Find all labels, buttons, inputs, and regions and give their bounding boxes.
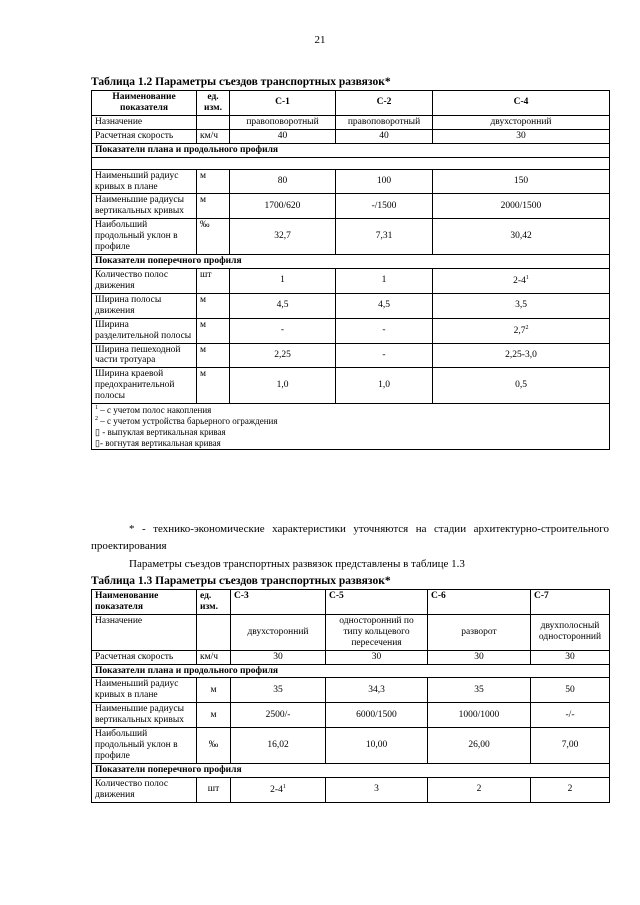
table-row: Расчетная скорость км/ч 40 40 30 bbox=[92, 129, 610, 143]
table-row: Наименьший радиус кривых в плане м 80 100 150 bbox=[92, 169, 610, 194]
header-cell: Наименование показателя bbox=[92, 590, 197, 615]
table-row: Назначение двухсторонний односторонний по типу кольцевого пересечения разворот двухполосный односторонний bbox=[92, 614, 610, 650]
table-row: Наименьшие радиусы вертикальных кривых м 1700/620 -/1500 2000/1500 bbox=[92, 194, 610, 219]
table-row: Ширина краевой предохранительной полосы м 1,0 1,0 0,5 bbox=[92, 368, 610, 404]
note-2: $^2$ – с учетом устройства барьерного ограждения bbox=[95, 415, 278, 426]
table-1-2-caption: Таблица 1.2 Параметры съездов транспортных развязок* bbox=[91, 76, 391, 88]
note-1: $^1$ – с учетом полос накопления bbox=[95, 405, 212, 416]
intro-paragraph: Параметры съездов транспортных развязок представлены в таблице 1.3 bbox=[129, 558, 465, 570]
table-row: Расчетная скорость км/ч 30 30 30 30 bbox=[92, 650, 610, 664]
header-cell: С-3 bbox=[231, 590, 326, 615]
table-header-row bbox=[92, 91, 610, 116]
table-row: Наибольший продольный уклон в профиле ‰ 32,7 7,31 30,42 bbox=[92, 219, 610, 255]
header-cell: С-4 bbox=[433, 91, 610, 116]
table-row: Количество полос движения шт 1 1 $2-4^1$ bbox=[92, 268, 610, 293]
table-1-2 bbox=[91, 90, 610, 450]
header-cell: Наименование показателя bbox=[92, 91, 197, 116]
table-row: Ширина пешеходной части тротуара м 2,25 - 2,25-3,0 bbox=[92, 343, 610, 368]
header-cell: С-7 bbox=[531, 590, 610, 615]
page-number: 21 bbox=[314, 34, 326, 46]
section-row: Показатели плана и продольного профиля bbox=[92, 664, 610, 678]
table-row: Наибольший продольный уклон в профиле ‰ 16,02 10,00 26,00 7,00 bbox=[92, 728, 610, 764]
section-row: Показатели поперечного профиля bbox=[92, 255, 610, 269]
section-row: Показатели плана и продольного профиля bbox=[92, 143, 610, 157]
header-cell: С-6 bbox=[428, 590, 531, 615]
table-row: Ширина полосы движения м 4,5 4,5 3,5 bbox=[92, 293, 610, 318]
header-cell: С-1 bbox=[230, 91, 336, 116]
table-row: Наименьший радиус кривых в плане м 35 34,3 35 50 bbox=[92, 678, 610, 703]
note-3: ▯ - выпуклая вертикальная кривая bbox=[95, 426, 226, 437]
table-1-3-caption: Таблица 1.3 Параметры съездов транспортных развязок* bbox=[91, 575, 391, 587]
header-cell: С-2 bbox=[336, 91, 433, 116]
table-row: Наименьшие радиусы вертикальных кривых м 2500/- 6000/1500 1000/1000 -/- bbox=[92, 703, 610, 728]
header-cell: С-5 bbox=[326, 590, 428, 615]
header-cell: ед. изм. bbox=[197, 590, 231, 615]
table-1-3 bbox=[91, 589, 610, 803]
section-row: Показатели поперечного профиля bbox=[92, 763, 610, 777]
header-cell: ед. изм. bbox=[197, 91, 230, 116]
table-notes-row bbox=[92, 404, 610, 450]
blank-row bbox=[92, 157, 610, 169]
note-4: ▯- вогнутая вертикальная кривая bbox=[95, 437, 221, 448]
convex-curve-icon: ▯ bbox=[95, 426, 100, 437]
table-row: Количество полос движения шт $2-4^1$ 3 2 2 bbox=[92, 777, 610, 802]
table-row: Назначение правоповоротный правоповоротный двухсторонний bbox=[92, 115, 610, 129]
concave-curve-icon: ▯ bbox=[95, 437, 100, 448]
footnote-paragraph: * - технико-экономические характеристики уточняются на стадии архитектурно-строительного проектирования bbox=[91, 523, 609, 552]
table-row: Ширина разделительной полосы м - - $2,7^2$ bbox=[92, 318, 610, 343]
table-header-row bbox=[92, 590, 610, 615]
